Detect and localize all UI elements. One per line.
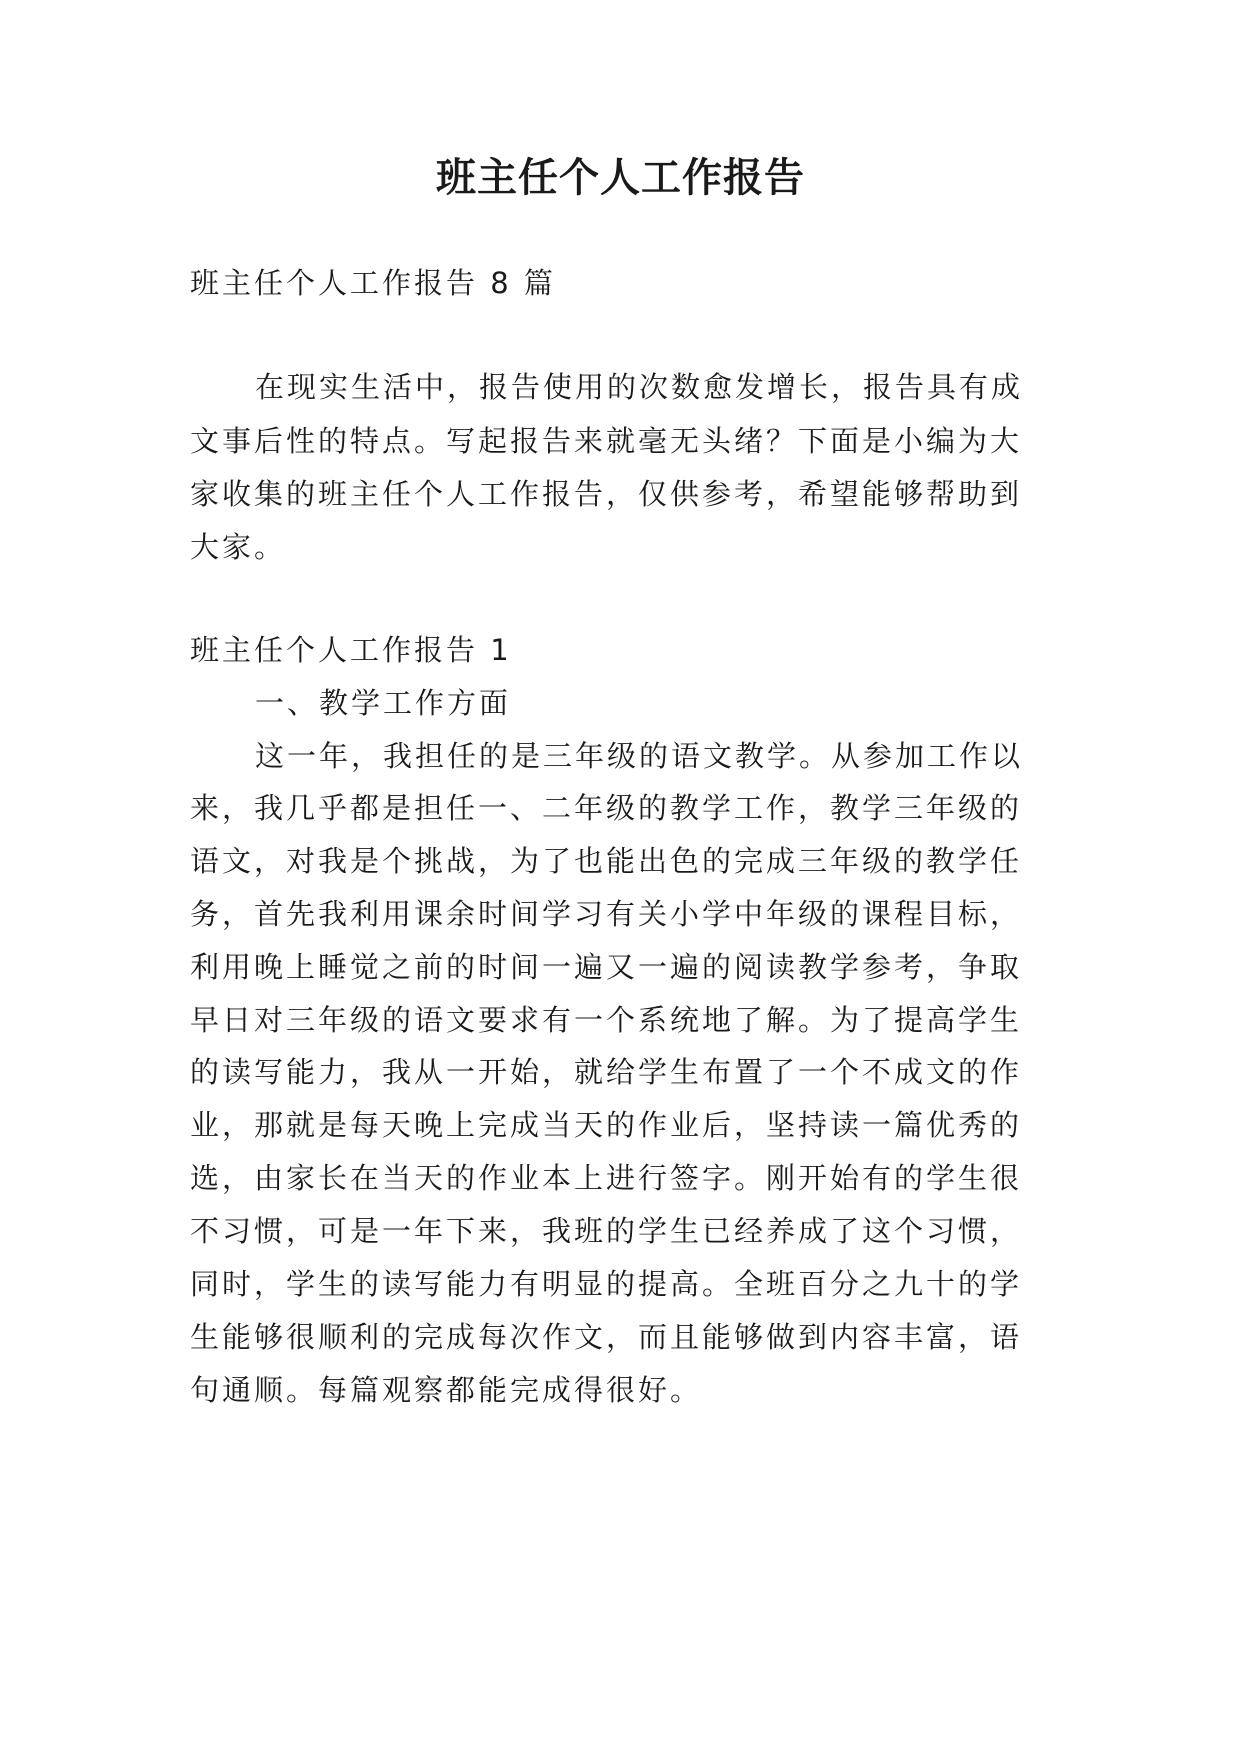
body-line: 的读写能力，我从一开始，就给学生布置了一个不成文的作 (190, 1055, 1023, 1089)
body-line: 不习惯，可是一年下来，我班的学生已经养成了这个习惯， (190, 1214, 1023, 1248)
body-line: 利用晚上睡觉之前的时间一遍又一遍的阅读教学参考，争取 (190, 950, 1023, 984)
body-line: 语文，对我是个挑战，为了也能出色的完成三年级的教学任 (190, 844, 1023, 878)
body-line: 业，那就是每天晚上完成当天的作业后，坚持读一篇优秀的 (190, 1108, 1023, 1142)
body-line: 务，首先我利用课余时间学习有关小学中年级的课程目标， (190, 897, 1023, 931)
body-line: 句通顺。每篇观察都能完成得很好。 (190, 1373, 703, 1407)
body-line: 生能够很顺利的完成每次作文，而且能够做到内容丰富，语 (190, 1320, 1023, 1354)
body-line: 选，由家长在当天的作业本上进行签字。刚开始有的学生很 (190, 1161, 1023, 1195)
intro-line: 家收集的班主任个人工作报告，仅供参考，希望能够帮助到 (190, 477, 1023, 511)
body-line: 早日对三年级的语文要求有一个系统地了解。为了提高学生 (190, 1003, 1023, 1037)
body-line: 同时，学生的读写能力有明显的提高。全班百分之九十的学 (190, 1267, 1023, 1301)
intro-line: 文事后性的特点。写起报告来就毫无头绪？下面是小编为大 (190, 424, 1023, 458)
body-line: 这一年，我担任的是三年级的语文教学。从参加工作以 (255, 739, 1024, 773)
section-heading: 班主任个人工作报告 1 (190, 633, 512, 667)
body-line: 来，我几乎都是担任一、二年级的教学工作，教学三年级的 (190, 791, 1023, 825)
subsection-heading: 一、教学工作方面 (255, 686, 512, 720)
document-subtitle: 班主任个人工作报告 8 篇 (190, 266, 556, 300)
intro-line: 大家。 (190, 530, 287, 564)
intro-line: 在现实生活中，报告使用的次数愈发增长，报告具有成 (255, 370, 1024, 404)
document-title: 班主任个人工作报告 (436, 155, 805, 201)
